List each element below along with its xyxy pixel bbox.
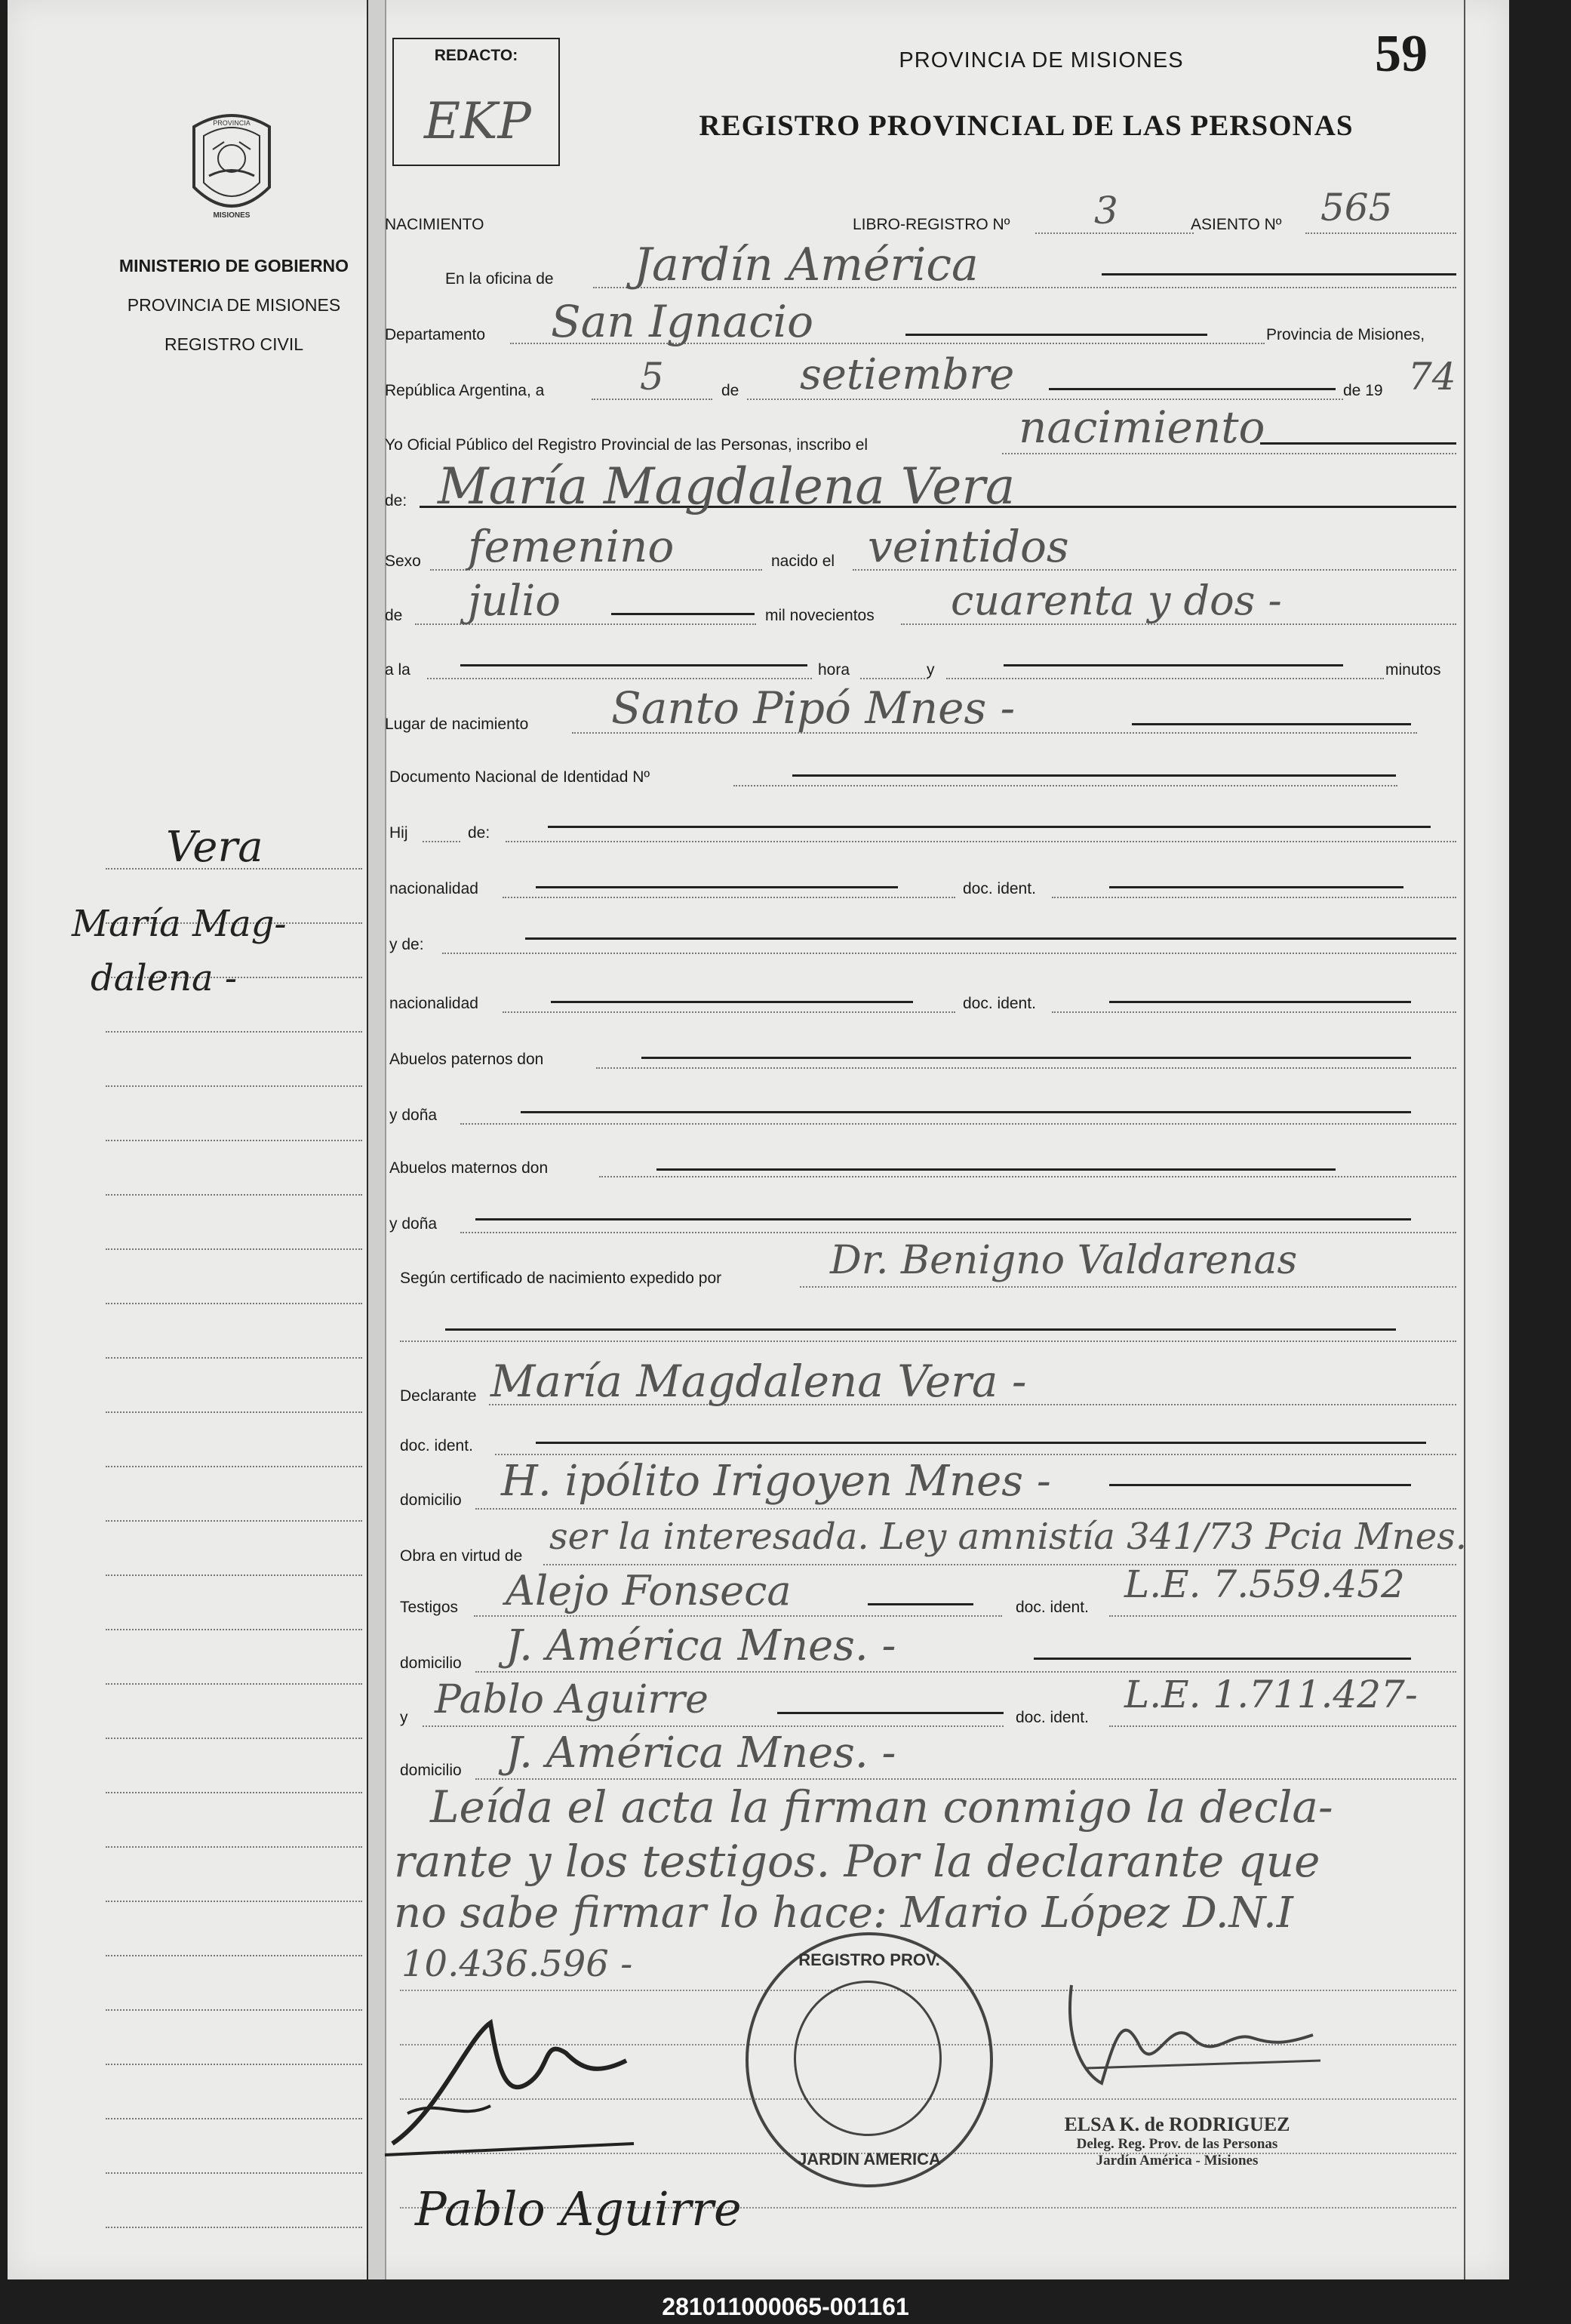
domicilio3-value: J. América Mnes. - xyxy=(506,1728,896,1778)
nacido-value: veintidos xyxy=(868,521,1069,572)
margin-rule-line xyxy=(106,1031,362,1033)
obra-value: ser la interesada. Ley amnistía 341/73 Pcia Mnes. xyxy=(549,1516,1467,1558)
declarante-label: Declarante xyxy=(400,1387,477,1405)
dni-label: Documento Nacional de Identidad Nº xyxy=(389,768,650,786)
testigo1-doc-value: L.E. 7.559.452 xyxy=(1124,1562,1405,1606)
departamento-label: Departamento xyxy=(385,326,486,343)
hora-label: hora xyxy=(818,661,850,679)
y-dona2-label: y doña xyxy=(389,1215,438,1233)
domicilio-label: domicilio xyxy=(400,1491,462,1509)
redacto-box xyxy=(392,38,560,166)
left-header xyxy=(68,246,400,364)
hij-de-label: de: xyxy=(468,824,490,842)
de-label: de xyxy=(721,382,739,399)
certificado-label: Según certificado de nacimiento expedido por xyxy=(400,1270,722,1287)
margin-rule-line xyxy=(106,1520,362,1522)
birth-month-value: julio xyxy=(468,577,561,626)
a-la-label: a la xyxy=(385,661,410,679)
registered-name: María Magdalena Vera xyxy=(438,457,1016,516)
domicilio2-value: J. América Mnes. - xyxy=(506,1621,896,1670)
hij-label: Hij xyxy=(389,824,408,842)
margin-rule-line xyxy=(106,1248,362,1250)
docident-label: doc. ident. xyxy=(963,880,1036,897)
margin-rule-line xyxy=(106,1738,362,1739)
registry-title: REGISTRO PROVINCIAL DE LAS PERSONAS xyxy=(699,109,1354,142)
yde-label: y de: xyxy=(389,936,424,953)
margin-rule-line xyxy=(106,2227,362,2228)
margin-rule-line xyxy=(106,1303,362,1304)
emblem-text-bottom: MISIONES xyxy=(213,211,251,220)
testigo2-doc-value: L.E. 1.711.427- xyxy=(1124,1673,1418,1716)
closing-line-3: no sabe firmar lo hace: Mario López D.N.I xyxy=(394,1888,1293,1938)
officer-place: Jardín América - Misiones xyxy=(1096,2153,1259,2169)
oficial-label: Yo Oficial Público del Registro Provincial de las Personas, inscribo el xyxy=(385,436,869,454)
domicilio-value: H. ipólito Irigoyen Mnes - xyxy=(501,1457,1051,1506)
emblem-text-top: PROVINCIA xyxy=(213,119,251,127)
y-label: y xyxy=(927,661,935,679)
libro-label: LIBRO-REGISTRO Nº xyxy=(853,216,1010,233)
margin-rule-line xyxy=(106,1955,362,1956)
de-name-label: de: xyxy=(385,492,407,509)
registry-seal xyxy=(746,1932,993,2187)
declarant-signature xyxy=(377,1993,664,2174)
margin-given-name-1: María Mag- xyxy=(72,903,287,945)
margin-given-name-2: dalena - xyxy=(91,957,238,999)
obra-label: Obra en virtud de xyxy=(400,1547,523,1565)
margin-rule-line xyxy=(106,2009,362,2011)
oficina-label: En la oficina de xyxy=(445,270,554,288)
margin-rule-line xyxy=(106,2064,362,2065)
civil-registry-label: REGISTRO CIVIL xyxy=(164,334,304,354)
margin-surname: Vera xyxy=(166,823,263,872)
margin-rule-line xyxy=(106,1574,362,1576)
de2-label: de xyxy=(385,607,403,624)
left-province-label: PROVINCIA DE MISIONES xyxy=(127,295,341,315)
lugar-label: Lugar de nacimiento xyxy=(385,716,529,733)
y-dona-label: y doña xyxy=(389,1107,438,1124)
y2-label: y xyxy=(400,1709,408,1726)
officer-signature xyxy=(1041,1970,1328,2106)
witness-signature: Pablo Aguirre xyxy=(415,2181,742,2236)
testigo2-value: Pablo Aguirre xyxy=(435,1677,709,1722)
sexo-label: Sexo xyxy=(385,553,421,570)
testigo1-value: Alejo Fonseca xyxy=(506,1567,792,1614)
closing-line-4: 10.436.596 - xyxy=(401,1943,633,1985)
closing-line-1: Leída el acta la firman conmigo la decla- xyxy=(430,1781,1333,1833)
officer-name: ELSA K. de RODRIGUEZ xyxy=(1064,2113,1290,2135)
margin-rule-line xyxy=(106,1901,362,1902)
officer-stamp xyxy=(1019,2113,1336,2169)
abuelos-maternos-label: Abuelos maternos don xyxy=(389,1159,549,1177)
oficina-value: Jardín América xyxy=(634,239,979,291)
lugar-value: Santo Pipó Mnes - xyxy=(611,682,1016,734)
minutos-label: minutos xyxy=(1385,661,1441,679)
abuelos-paternos-label: Abuelos paternos don xyxy=(389,1051,544,1068)
redacto-label: REDACTO: xyxy=(434,47,518,64)
docident3-label: doc. ident. xyxy=(400,1437,473,1454)
oficial-value: nacimiento xyxy=(1019,402,1265,453)
margin-rule-line xyxy=(106,1683,362,1685)
redacto-initials: EKP xyxy=(424,92,531,150)
margin-rule-line xyxy=(106,1792,362,1793)
margin-rule-line xyxy=(106,1846,362,1848)
departamento-value: San Ignacio xyxy=(551,296,814,347)
declarante-value: María Magdalena Vera - xyxy=(490,1356,1027,1407)
mil-label: mil novecientos xyxy=(765,607,875,624)
ministry-label: MINISTERIO DE GOBIERNO xyxy=(118,256,349,275)
margin-rule-line xyxy=(106,1466,362,1467)
province-heading: PROVINCIA DE MISIONES xyxy=(899,48,1184,72)
asiento-value: 565 xyxy=(1320,186,1393,229)
year-value: 74 xyxy=(1408,355,1456,399)
year-label: de 19 xyxy=(1343,382,1383,399)
provincia-suffix: Provincia de Misiones, xyxy=(1266,326,1425,343)
act-type-label: NACIMIENTO xyxy=(385,216,484,233)
nacionalidad-label: nacionalidad xyxy=(389,880,478,897)
certificado-value: Dr. Benigno Valdarenas xyxy=(830,1238,1298,1283)
margin-rule-line xyxy=(106,1357,362,1359)
officer-title: Deleg. Reg. Prov. de las Personas xyxy=(1076,2136,1278,2152)
republica-label: República Argentina, a xyxy=(385,382,545,399)
day-value: 5 xyxy=(640,355,664,399)
seal-top-text: REGISTRO PROV. xyxy=(798,1950,940,1969)
page-number: 59 xyxy=(1375,25,1428,83)
nacionalidad2-label: nacionalidad xyxy=(389,995,478,1012)
sexo-value: femenino xyxy=(468,521,675,572)
register-page xyxy=(8,0,1509,2279)
seal-bottom-text: JARDIN AMERICA xyxy=(798,2150,941,2169)
margin-rule-line xyxy=(106,1411,362,1413)
libro-value: 3 xyxy=(1094,189,1118,232)
margin-rule-line xyxy=(106,1194,362,1196)
docident5-label: doc. ident. xyxy=(1016,1709,1089,1726)
domicilio2-label: domicilio xyxy=(400,1655,462,1672)
asiento-label: ASIENTO Nº xyxy=(1191,216,1282,233)
right-margin-rule xyxy=(1464,0,1465,2279)
testigos-label: Testigos xyxy=(400,1599,459,1616)
provincial-emblem-icon xyxy=(183,104,281,226)
birth-year-value: cuarenta y dos - xyxy=(951,577,1282,624)
month-value: setiembre xyxy=(800,350,1015,399)
domicilio3-label: domicilio xyxy=(400,1762,462,1779)
margin-rule-line xyxy=(106,1140,362,1141)
footer-image-id: 281011000065-001161 xyxy=(662,2293,909,2320)
margin-rule-line xyxy=(106,2172,362,2174)
closing-line-2: rante y los testigos. Por la declarante que xyxy=(394,1836,1320,1887)
margin-rule-line xyxy=(106,2118,362,2119)
docident2-label: doc. ident. xyxy=(963,995,1036,1012)
nacido-label: nacido el xyxy=(771,553,835,570)
margin-rule-line xyxy=(106,1085,362,1087)
margin-rule-line xyxy=(106,1629,362,1630)
docident4-label: doc. ident. xyxy=(1016,1599,1089,1616)
